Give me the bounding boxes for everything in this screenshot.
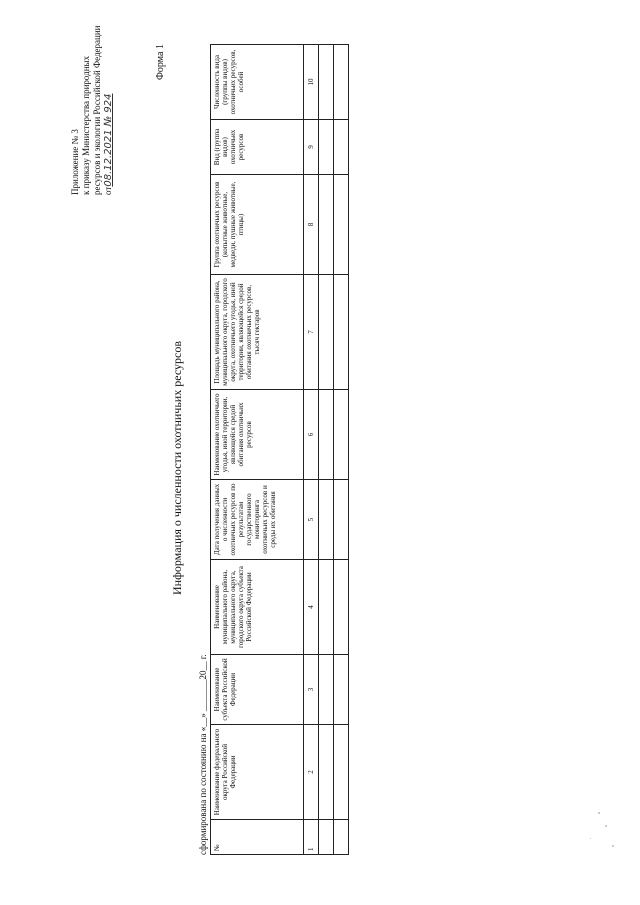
- empty-cell: [319, 390, 334, 480]
- document-title: Информация о численности охотничьих ресурсов: [170, 340, 184, 595]
- number-cell: 2: [304, 725, 319, 820]
- table-empty-row: [334, 45, 349, 855]
- form-label: Форма 1: [155, 44, 166, 80]
- appendix-line-3: ресурсов и экологии Российской Федерации: [92, 25, 102, 195]
- table-empty-row: [319, 45, 334, 855]
- number-cell: 8: [304, 175, 319, 275]
- number-cell: 10: [304, 45, 319, 120]
- empty-cell: [319, 820, 334, 855]
- empty-cell: [319, 275, 334, 390]
- empty-cell: [334, 480, 349, 560]
- empty-cell: [319, 175, 334, 275]
- number-cell: 4: [304, 560, 319, 655]
- empty-cell: [319, 120, 334, 175]
- appendix-line-2: к приказу Министерства природных: [81, 55, 91, 195]
- empty-cell: [334, 560, 349, 655]
- empty-cell: [334, 275, 349, 390]
- empty-cell: [319, 725, 334, 820]
- empty-cell: [334, 725, 349, 820]
- number-cell: 5: [304, 480, 319, 560]
- scan-speck: [612, 845, 614, 847]
- appendix-block: [70, 26, 114, 196]
- header-cell: Численность вида (группы видов) охотничьих ресурсов, особей: [211, 45, 304, 120]
- formed-on-line: сформирована по состоянию на «__» _______20__ г.: [198, 654, 208, 855]
- header-cell: Наименование федерального округа Российской Федерации: [211, 725, 304, 820]
- number-cell: 1: [304, 820, 319, 855]
- scan-speck: [598, 812, 600, 814]
- appendix-date-prefix: от: [103, 186, 113, 195]
- table-number-row: [304, 45, 319, 855]
- scan-speck: [590, 838, 591, 839]
- empty-cell: [334, 390, 349, 480]
- header-cell: Дата получения данных о численности охотничьих ресурсов по результатам государственного мониторинга охотничьих ресурсов и среды их обитания: [211, 480, 304, 560]
- empty-cell: [334, 175, 349, 275]
- empty-cell: [334, 820, 349, 855]
- number-cell: 9: [304, 120, 319, 175]
- empty-cell: [319, 480, 334, 560]
- resources-table: [210, 44, 349, 855]
- table-header-row: [211, 45, 304, 855]
- header-cell: Группа охотничьих ресурсов (копытные животные, медведи, пушные животные, птицы): [211, 175, 304, 275]
- number-cell: 3: [304, 655, 319, 725]
- empty-cell: [334, 45, 349, 120]
- appendix-line-4: [103, 26, 114, 196]
- empty-cell: [319, 655, 334, 725]
- header-cell: Наименование муниципального района, муниципального округа, городского округа субъекта Российской Федерации: [211, 560, 304, 655]
- empty-cell: [334, 120, 349, 175]
- header-cell: Площадь муниципального района, муниципального округа, городского округа, охотничьего угодья, иной территории, являющейся средой обитания охотничьих ресурсов, тысяч гектаров: [211, 275, 304, 390]
- empty-cell: [319, 560, 334, 655]
- empty-cell: [319, 45, 334, 120]
- header-cell: №: [211, 820, 304, 855]
- handwritten-date-number: 08.12.2021 № 924: [103, 93, 114, 187]
- header-cell: Наименование охотничьего угодья, иной территории, являющейся средой обитания охотничьих ресурсов: [211, 390, 304, 480]
- empty-cell: [334, 655, 349, 725]
- number-cell: 6: [304, 390, 319, 480]
- scan-speck: [605, 825, 607, 827]
- appendix-line-1: Приложение № 3: [70, 129, 80, 195]
- header-cell: Вид (группа видов) охотничьих ресурсов: [211, 120, 304, 175]
- number-cell: 7: [304, 275, 319, 390]
- header-cell: Наименование субъекта Российской Федерации: [211, 655, 304, 725]
